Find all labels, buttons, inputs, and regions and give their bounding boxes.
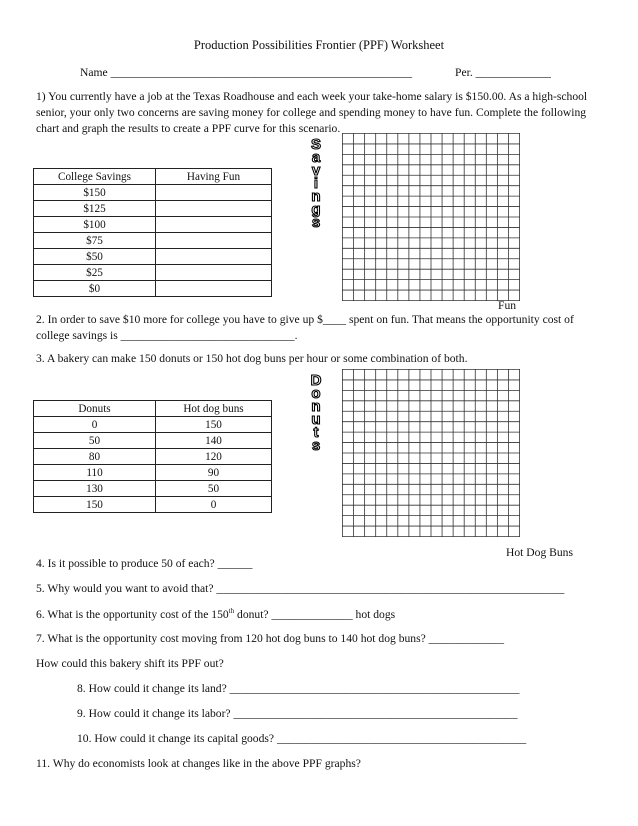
fill-in-cell[interactable] bbox=[156, 249, 272, 265]
question-10[interactable]: 10. How could it change its capital goods? ___________________________________________ bbox=[77, 732, 527, 745]
question-6-end: donut? ______________ hot dogs bbox=[234, 607, 396, 621]
table-row bbox=[34, 233, 272, 249]
column-header: Hot dog buns bbox=[156, 401, 272, 417]
table-cell: 130 bbox=[34, 481, 156, 497]
table-row bbox=[34, 201, 272, 217]
question-6-start: 6. What is the opportunity cost of the 150 bbox=[36, 607, 229, 621]
table-cell: $150 bbox=[34, 185, 156, 201]
table-row bbox=[34, 281, 272, 297]
question-11: 11. Why do economists look at changes like in the above PPF graphs? bbox=[36, 757, 361, 770]
table-row bbox=[34, 481, 272, 497]
table-cell: 140 bbox=[156, 433, 272, 449]
question-9[interactable]: 9. How could it change its labor? _________________________________________________ bbox=[77, 707, 518, 720]
table-row bbox=[34, 249, 272, 265]
question-4[interactable]: 4. Is it possible to produce 50 of each? ______ bbox=[36, 557, 253, 570]
worksheet-title: Production Possibilities Frontier (PPF) Worksheet bbox=[193, 38, 445, 52]
table-cell: $75 bbox=[34, 233, 156, 249]
table-cell: $100 bbox=[34, 217, 156, 233]
table-cell: 50 bbox=[34, 433, 156, 449]
fill-in-cell[interactable] bbox=[156, 265, 272, 281]
question-8[interactable]: 8. How could it change its land? __________________________________________________ bbox=[77, 682, 520, 695]
table-cell: 150 bbox=[156, 417, 272, 433]
table-row bbox=[34, 497, 272, 513]
fill-in-cell[interactable] bbox=[156, 233, 272, 249]
fill-in-cell[interactable] bbox=[156, 201, 272, 217]
fill-in-cell[interactable] bbox=[156, 185, 272, 201]
column-header: College Savings bbox=[34, 169, 156, 185]
column-header: Donuts bbox=[34, 401, 156, 417]
table-cell: 0 bbox=[156, 497, 272, 513]
table-cell: 150 bbox=[34, 497, 156, 513]
table-row bbox=[34, 417, 272, 433]
savings-fun-graph-grid[interactable] bbox=[342, 133, 520, 301]
table-row bbox=[34, 185, 272, 201]
table-row bbox=[34, 217, 272, 233]
table-cell: 0 bbox=[34, 417, 156, 433]
question-2-text: 2. In order to save $10 more for college you have to give up $____ spent on fun. That means the opportunity cost of college savings is ______________________________. bbox=[36, 313, 574, 342]
column-header: Having Fun bbox=[156, 169, 272, 185]
fill-in-cell[interactable] bbox=[156, 217, 272, 233]
table-row bbox=[34, 265, 272, 281]
question-7[interactable]: 7. What is the opportunity cost moving from 120 hot dog buns to 140 hot dog buns? _____________ bbox=[36, 632, 505, 645]
hot-dog-buns-axis-label: Hot Dog Buns bbox=[506, 546, 573, 559]
table-cell: 80 bbox=[34, 449, 156, 465]
table-cell: 120 bbox=[156, 449, 272, 465]
table-cell: 50 bbox=[156, 481, 272, 497]
question-6[interactable] bbox=[36, 607, 395, 621]
donuts-axis-label: D o n u t s bbox=[310, 372, 322, 454]
table-row bbox=[34, 449, 272, 465]
table-row bbox=[34, 433, 272, 449]
table-cell: $25 bbox=[34, 265, 156, 281]
table-cell: $125 bbox=[34, 201, 156, 217]
savings-axis-label: S a v i n g s bbox=[310, 136, 321, 231]
question-5[interactable]: 5. Why would you want to avoid that? ____________________________________________________________ bbox=[36, 582, 565, 595]
fill-in-cell[interactable] bbox=[156, 281, 272, 297]
name-line[interactable]: Name ____________________________________________________ bbox=[80, 66, 413, 79]
table-cell: 90 bbox=[156, 465, 272, 481]
table-cell: $50 bbox=[34, 249, 156, 265]
savings-fun-table bbox=[33, 168, 272, 297]
question-1-text: 1) You currently have a job at the Texas Roadhouse and each week your take-home salary is $150.00. As a high-school senior, your only two concerns are saving money for college and spending money to have fun. Complete the following chart and graph the results to create a PPF curve for this scenario. bbox=[36, 90, 588, 135]
shift-ppf-prompt: How could this bakery shift its PPF out? bbox=[36, 657, 224, 670]
donuts-buns-table bbox=[33, 400, 272, 513]
question-3-text: 3. A bakery can make 150 donuts or 150 hot dog buns per hour or some combination of both. bbox=[36, 352, 468, 365]
ordinal-suffix: th bbox=[228, 607, 235, 615]
table-cell: 110 bbox=[34, 465, 156, 481]
fun-axis-label: Fun bbox=[498, 299, 517, 312]
table-row bbox=[34, 465, 272, 481]
table-cell: $0 bbox=[34, 281, 156, 297]
table-header-row bbox=[34, 169, 272, 185]
donuts-buns-graph-grid[interactable] bbox=[342, 369, 520, 537]
table-header-row bbox=[34, 401, 272, 417]
period-line[interactable]: Per. _____________ bbox=[455, 66, 551, 79]
